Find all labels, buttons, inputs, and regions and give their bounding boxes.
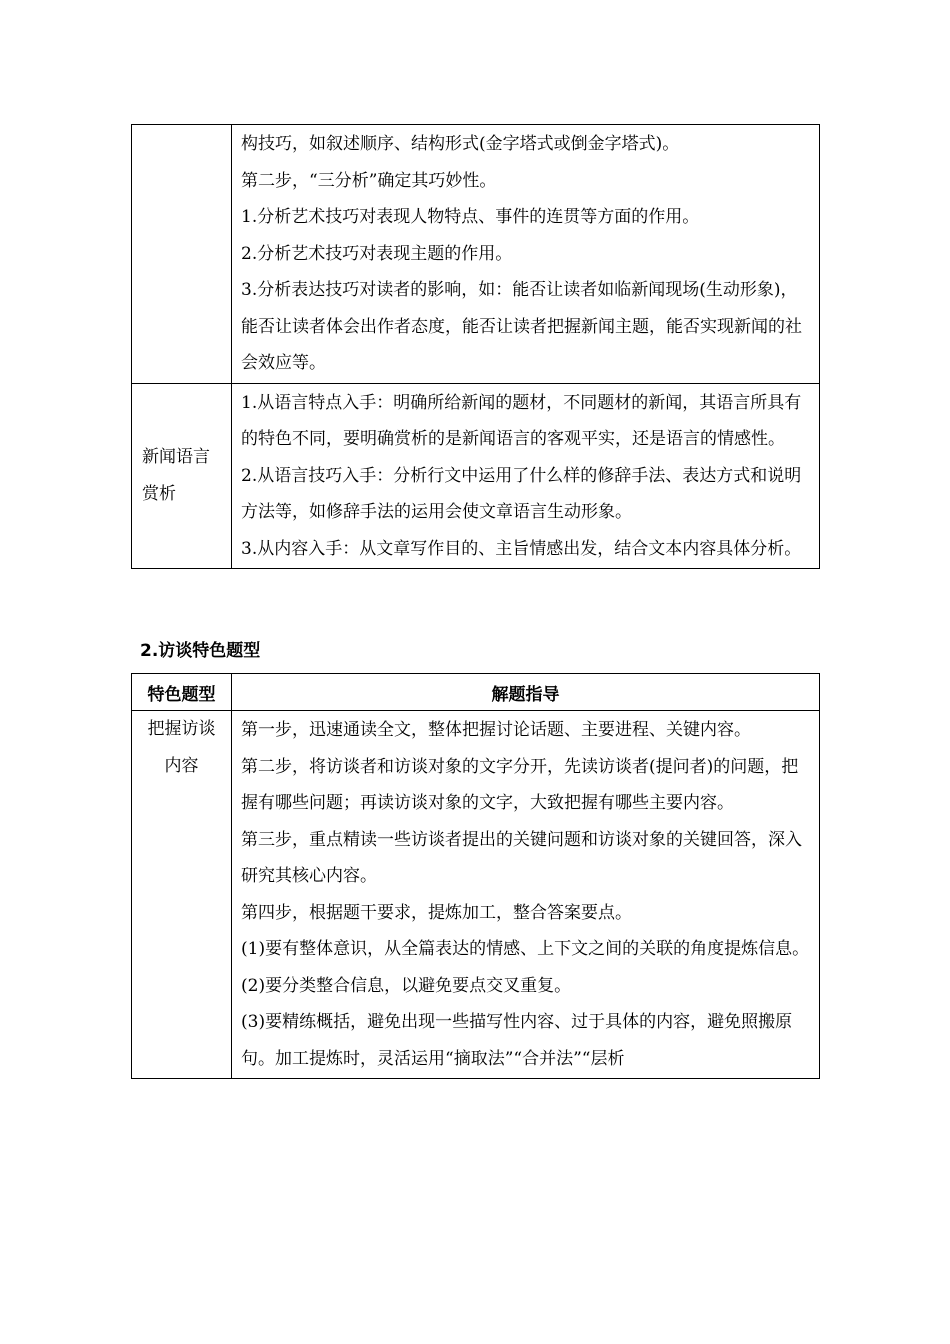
news-technique-table [131,124,820,569]
content-line: 第二步，“三分析”确定其巧妙性。 [241,170,497,191]
content-line: 1.分析艺术技巧对表现人物特点、事件的连贯等方面的作用。 [241,207,700,227]
row-label: 把握访谈内容 [132,711,232,1079]
interview-question-table [131,673,820,1079]
content-line: (1)要有整体意识，从全篇表达的情感、上下文之间的关联的角度提炼信息。 [241,939,810,959]
content-line: 2.分析艺术技巧对表现主题的作用。 [241,243,513,264]
column-header: 解题指导 [232,674,820,711]
content-line: 3.从内容入手：从文章写作目的、主旨情感出发，结合文本内容具体分析。 [241,538,802,559]
content-line: (2)要分类整合信息，以避免要点交叉重复。 [241,975,572,996]
row-content [232,383,820,569]
content-line: 第三步，重点精读一些访谈者提出的关键问题和访谈对象的关键回答，深入研究其核心内容。 [241,829,802,886]
row-label: 新闻语言赏析 [132,383,232,569]
section-title: 2.访谈特色题型 [140,641,261,661]
content-line: 构技巧，如叙述顺序、结构形式(金字塔式或倒金字塔式)。 [241,134,680,154]
content-line: 第二步，将访谈者和访谈对象的文字分开，先读访谈者(提问者)的问题，把握有哪些问题；再读访谈对象的文字，大致把握有哪些主要内容。 [241,756,799,813]
content-line: (3)要精练概括，避免出现一些描写性内容、过于具体的内容，避免照搬原句。加工提炼时，灵活运用“摘取法”“合并法”“层析 [241,1012,793,1069]
content-line: 第四步，根据题干要求，提炼加工，整合答案要点。 [241,902,632,923]
content-line: 第一步，迅速通读全文，整体把握讨论话题、主要进程、关键内容。 [241,720,751,740]
row-label [132,125,232,384]
table-header-row [132,674,820,711]
content-line: 1.从语言特点入手：明确所给新闻的题材，不同题材的新闻，其语言所具有的特色不同，要明确赏析的是新闻语言的客观平实，还是语言的情感性。 [241,392,802,449]
table-row [132,711,820,1079]
content-line: 3.分析表达技巧对读者的影响，如：能否让读者如临新闻现场(生动形象)，能否让读者体会出作者态度，能否让读者把握新闻主题，能否实现新闻的社会效应等。 [241,280,802,373]
table-row [132,383,820,569]
row-content [232,125,820,384]
content-line: 2.从语言技巧入手：分析行文中运用了什么样的修辞手法、表达方式和说明方法等，如修辞手法的运用会使文章语言生动形象。 [241,465,802,522]
table-row [132,125,820,384]
column-header: 特色题型 [132,674,232,711]
row-content [232,711,820,1079]
